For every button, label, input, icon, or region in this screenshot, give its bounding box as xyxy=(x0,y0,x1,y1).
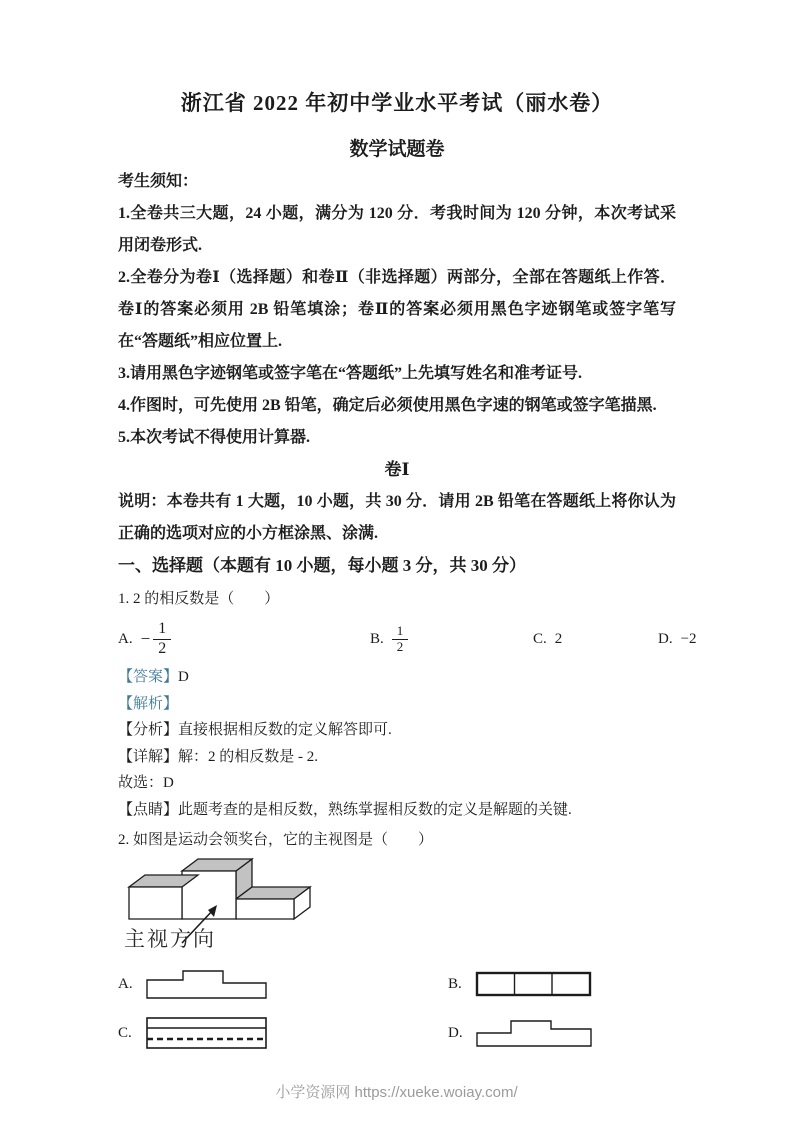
q1-option-a-minus-sign: − xyxy=(140,629,151,648)
notice-item-1: 1.全卷共三大题，24 小题，满分为 120 分．考我时间为 120 分钟，本次考试采用闭卷形式. xyxy=(118,205,676,254)
q2-option-d xyxy=(448,1017,594,1049)
q2-option-c-shape xyxy=(144,1015,269,1051)
q2-figure-area xyxy=(124,857,424,959)
q1-option-d-value: −2 xyxy=(680,630,697,647)
fraction-numerator: 1 xyxy=(153,620,171,639)
notice-item-3: 3.请用黑色字迹钢笔或签字笔在“答题纸”上先填写姓名和准考证号. xyxy=(118,365,583,382)
question-1-options xyxy=(118,614,697,664)
q2-option-a xyxy=(118,967,448,1001)
dianjing-tag: 【点睛】 xyxy=(118,801,179,818)
paper1-heading: 卷Ⅰ xyxy=(384,460,410,479)
q1-xiangjie-line xyxy=(118,744,676,771)
question-1-stem: 1. 2 的相反数是（ ） xyxy=(118,591,280,607)
footer xyxy=(0,1081,793,1102)
q2-option-a-label: A. xyxy=(118,975,133,992)
notice-item-5: 5.本次考试不得使用计算器. xyxy=(118,429,311,446)
q2-option-b-shape xyxy=(474,970,594,998)
q1-option-c xyxy=(533,614,562,664)
q2-option-c xyxy=(118,1015,448,1051)
q1-option-d-label: D. xyxy=(658,630,673,647)
q2-option-b xyxy=(448,970,594,998)
q1-conclusion-line: 故选：D xyxy=(118,775,174,791)
q1-answer-line xyxy=(118,664,676,691)
answer-tag: 【答案】 xyxy=(118,669,179,685)
q2-option-b-label: B. xyxy=(448,975,462,992)
footer-site-link[interactable]: 小学资源网 https://xueke.woiay.com/ xyxy=(275,1084,518,1101)
page-subtitle: 数学试题卷 xyxy=(349,139,445,160)
fraction-numerator: 1 xyxy=(392,624,409,640)
q2-option-c-label: C. xyxy=(118,1024,132,1041)
section1-heading: 一、选择题（本题有 10 小题，每小题 3 分，共 30 分） xyxy=(118,556,526,575)
q1-analysis-line xyxy=(118,691,676,718)
notice-item-2: 2.全卷分为卷Ⅰ（选择题）和卷Ⅱ（非选择题）两部分，全部在答题纸上作答．卷Ⅰ的答案必须用 2B 铅笔填涂；卷Ⅱ的答案必须用黑色字迹钢笔或签字笔写在“答题纸”相应位置上. xyxy=(118,269,676,350)
q1-option-a-fraction xyxy=(153,620,171,658)
dianjing-text: 此题考查的是相反数，熟练掌握相反数的定义是解题的关键. xyxy=(178,801,572,818)
q1-dianjing-line xyxy=(118,797,676,824)
paper1-instructions: 说明：本卷共有 1 大题，10 小题，共 30 分．请用 2B 铅笔在答题纸上将你认为正确的选项对应的小方框涂黑、涂满. xyxy=(118,493,676,542)
q1-option-c-value: 2 xyxy=(554,630,563,647)
xiangjie-tag: 【详解】 xyxy=(118,748,179,765)
q1-option-a xyxy=(118,614,171,664)
notice-item-4: 4.作图时，可先使用 2B 铅笔，确定后必须使用黑色字速的钢笔或签字笔描黑. xyxy=(118,397,657,414)
q1-option-c-label: C. xyxy=(533,630,547,647)
analysis-tag: 【解析】 xyxy=(118,695,179,712)
fenxi-tag: 【分析】 xyxy=(118,722,179,738)
fraction-denominator: 2 xyxy=(158,639,167,657)
q1-option-b-fraction xyxy=(392,624,409,655)
notice-heading: 考生须知： xyxy=(118,173,199,190)
fenxi-text: 直接根据相反数的定义解答即可. xyxy=(178,722,392,738)
q2-option-d-shape xyxy=(474,1017,594,1049)
fraction-denominator: 2 xyxy=(396,638,404,654)
answer-value: D xyxy=(178,669,189,685)
q1-fenxi-line xyxy=(118,717,676,744)
q2-option-a-shape xyxy=(144,967,269,1001)
question-2-options xyxy=(118,967,676,1051)
q1-option-b xyxy=(370,614,408,664)
xiangjie-text: 解：2 的相反数是 - 2. xyxy=(178,748,319,765)
q1-option-b-label: B. xyxy=(370,630,384,647)
page-title: 浙江省 2022 年初中学业水平考试（丽水卷） xyxy=(180,91,614,115)
question-2-stem: 2. 如图是运动会领奖台，它的主视图是（ ） xyxy=(118,832,434,848)
q1-option-a-label: A. xyxy=(118,630,133,647)
q1-option-d xyxy=(658,614,697,664)
q2-figure-caption: 主视方向 xyxy=(124,927,216,951)
q2-option-d-label: D. xyxy=(448,1024,463,1041)
q2-options-row-1 xyxy=(118,967,676,1001)
q2-options-row-2 xyxy=(118,1015,676,1051)
